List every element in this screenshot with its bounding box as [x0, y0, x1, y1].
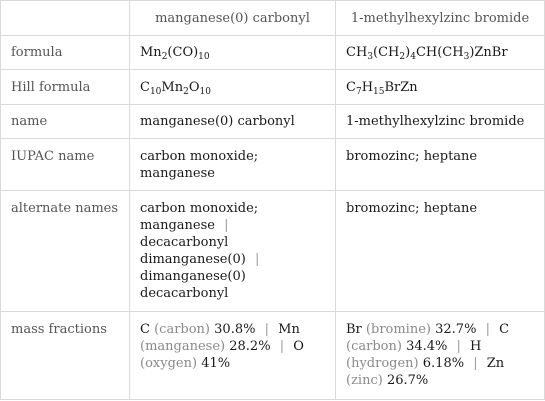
element-percentage: 30.8%	[214, 322, 256, 337]
name-b: 1-methylhexylzinc bromide	[336, 105, 545, 139]
hill-formula-b: $C_7H_{15}BrZn$	[336, 70, 545, 105]
element-percentage: 32.7%	[435, 322, 477, 337]
mass-fractions-b	[336, 312, 545, 400]
hill-formula-a: $C_{10}Mn_2O_{10}$	[130, 70, 336, 105]
mass-fraction-entry	[346, 322, 476, 337]
iupac-name-b: bromozinc; heptane	[336, 139, 545, 191]
element-percentage: 34.4%	[406, 339, 448, 354]
row-formula	[1, 36, 545, 70]
header-row	[1, 1, 545, 36]
alternate-name: bromozinc; heptane	[346, 201, 478, 216]
alternate-names-b	[336, 191, 545, 312]
formula-subscript: 10	[199, 86, 211, 97]
row-label-mass-fractions: mass fractions	[1, 312, 130, 400]
formula-subscript: 3	[463, 52, 470, 62]
row-label-alternate-names: alternate names	[1, 191, 130, 312]
element-symbol: C	[140, 322, 150, 337]
element-symbol: Br	[346, 322, 362, 337]
row-iupac-name	[1, 139, 545, 191]
name-a: manganese(0) carbonyl	[130, 105, 336, 139]
row-label-hill-formula: Hill formula	[1, 70, 130, 105]
element-percentage: 6.18%	[422, 356, 465, 371]
element-name: (hydrogen)	[346, 356, 419, 371]
alternate-name: dimanganese(0) decacarbonyl	[140, 269, 246, 301]
element-percentage: 41%	[201, 356, 231, 371]
element-name: (oxygen)	[140, 356, 198, 371]
separator: |	[264, 322, 269, 337]
row-hill-formula	[1, 70, 545, 105]
alternate-names-a	[130, 191, 336, 312]
formula-subscript: 2	[183, 86, 189, 97]
formula-subscript: 10	[198, 52, 210, 62]
formula-subscript: 3	[367, 52, 374, 62]
header-compound-b: 1-methylhexylzinc bromide	[336, 1, 545, 36]
row-mass-fractions	[1, 312, 545, 400]
formula-subscript: 2	[161, 52, 168, 62]
formula-subscript: 4	[410, 52, 416, 62]
element-symbol: Mn	[278, 322, 300, 337]
element-name: (manganese)	[140, 339, 226, 354]
element-symbol: O	[293, 339, 304, 354]
formula-subscript: 10	[149, 86, 162, 97]
element-percentage: 26.7%	[386, 373, 429, 388]
separator: |	[279, 339, 285, 354]
row-label-name: name	[1, 105, 130, 139]
row-alternate-names	[1, 191, 545, 312]
row-name	[1, 105, 545, 139]
element-name: (bromine)	[365, 322, 431, 337]
formula-subscript: 7	[355, 86, 362, 97]
formula-a: $Mn_2(CO)_{10}$	[130, 36, 336, 70]
mass-fractions-a	[130, 312, 336, 400]
separator: |	[224, 218, 229, 233]
row-label-formula: formula	[1, 36, 130, 70]
element-symbol: Zn	[486, 356, 505, 371]
element-name: (carbon)	[346, 339, 402, 354]
formula-subscript: 2	[399, 52, 406, 62]
alternate-name: decacarbonyl dimanganese(0)	[140, 235, 246, 267]
element-name: (carbon)	[154, 322, 211, 337]
element-percentage: 28.2%	[229, 339, 271, 354]
separator: |	[255, 252, 260, 267]
header-empty-cell	[1, 1, 130, 36]
separator: |	[485, 322, 490, 337]
formula-subscript: 15	[373, 86, 385, 97]
header-compound-a: manganese(0) carbonyl	[130, 1, 336, 36]
element-name: (zinc)	[346, 373, 383, 388]
alternate-name: carbon monoxide; manganese	[140, 201, 259, 233]
row-label-iupac-name: IUPAC name	[1, 139, 130, 191]
element-symbol: H	[470, 339, 482, 354]
element-symbol: C	[499, 322, 510, 337]
separator: |	[456, 339, 461, 354]
formula-b: $CH_3(CH_2)_4CH(CH_3)ZnBr$	[336, 36, 545, 70]
separator: |	[473, 356, 478, 371]
iupac-name-a: carbon monoxide; manganese	[130, 139, 336, 191]
mass-fraction-entry	[140, 322, 255, 337]
